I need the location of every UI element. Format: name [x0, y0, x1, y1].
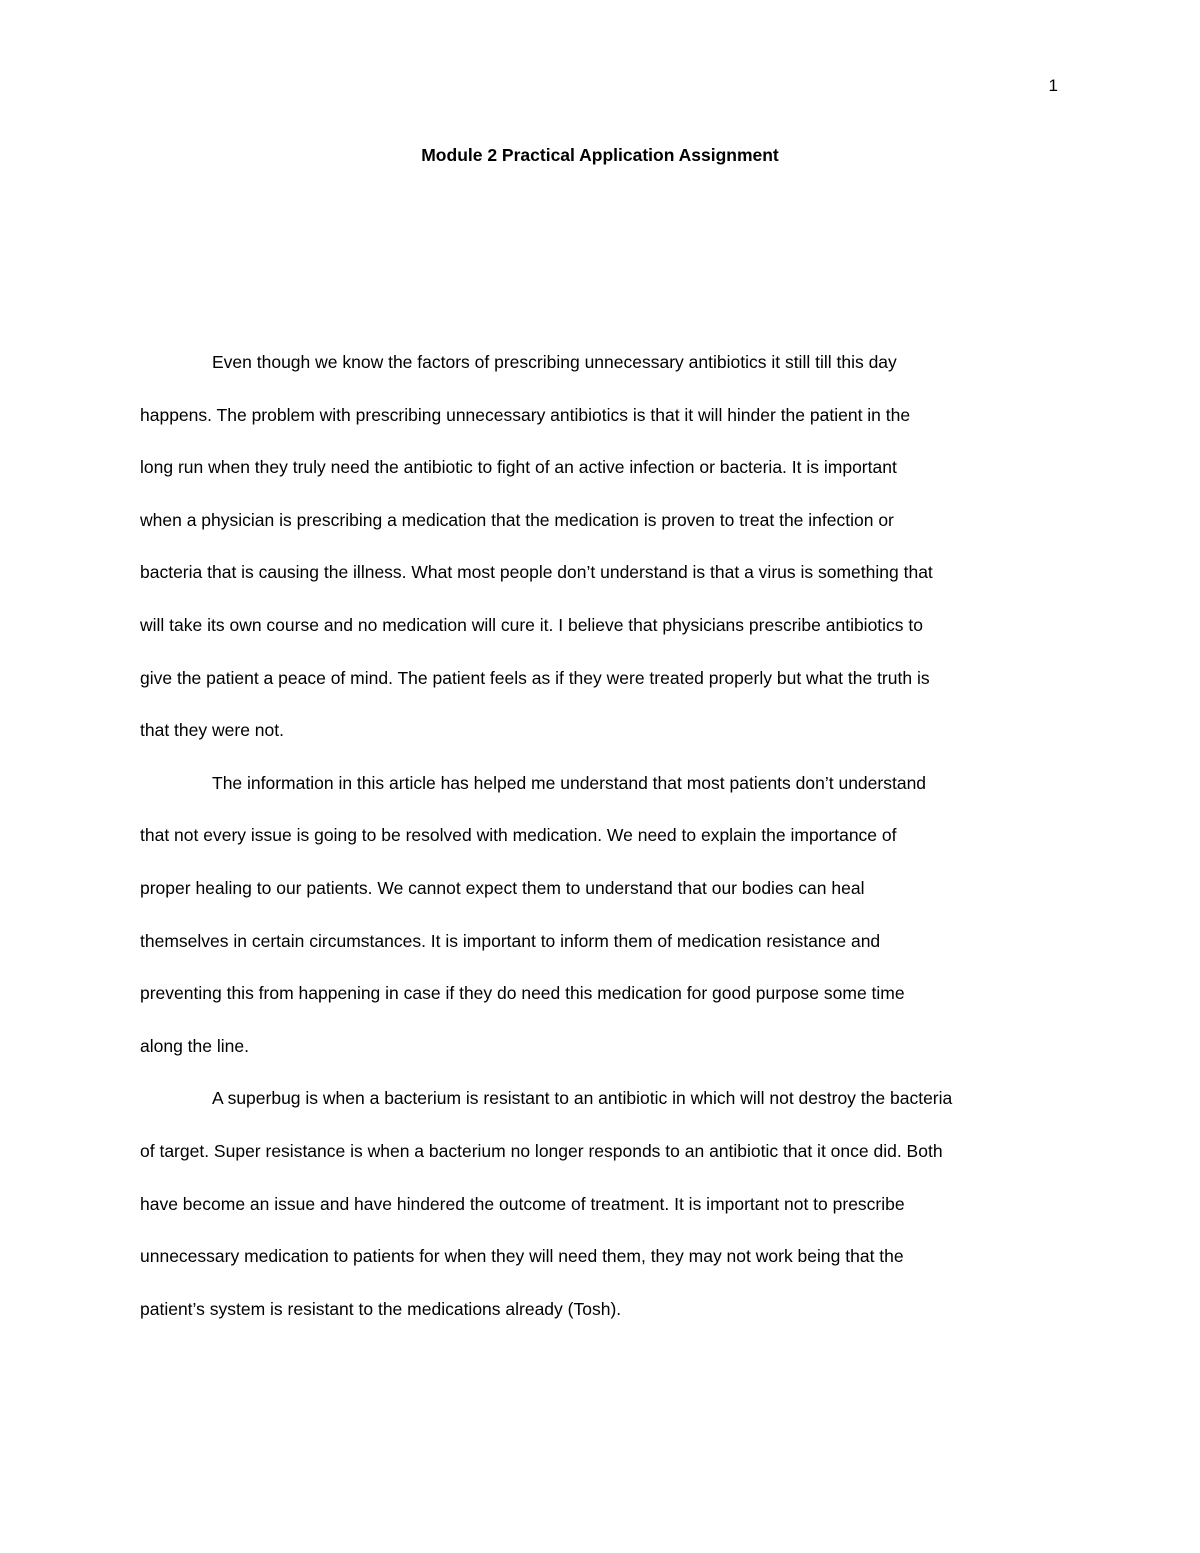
document-title: Module 2 Practical Application Assignment — [421, 145, 779, 165]
paragraph-line: along the line. — [140, 1035, 249, 1056]
paragraph-line: patient’s system is resistant to the medications already (Tosh). — [140, 1298, 622, 1319]
paragraph-line: have become an issue and have hindered the outcome of treatment. It is important not to prescribe — [140, 1193, 905, 1214]
paragraph-line: give the patient a peace of mind. The patient feels as if they were treated properly but what the truth is — [140, 667, 930, 688]
page-number: 1 — [1048, 76, 1058, 95]
paragraph-line: Even though we know the factors of prescribing unnecessary antibiotics it still till this day — [212, 352, 897, 372]
paragraph-line: of target. Super resistance is when a bacterium no longer responds to an antibiotic that it once did. Both — [140, 1140, 943, 1161]
paragraph-2 — [140, 757, 1060, 1073]
paragraph-line: themselves in certain circumstances. It is important to inform them of medication resistance and — [140, 930, 881, 951]
paragraph-line: bacteria that is causing the illness. What most people don’t understand is that a virus is something that — [140, 562, 933, 583]
paragraph-line: proper healing to our patients. We cannot expect them to understand that our bodies can heal — [140, 877, 865, 898]
document-body — [140, 336, 1060, 1335]
paragraph-line: that not every issue is going to be resolved with medication. We need to explain the importance of — [140, 825, 897, 846]
paragraph-line: The information in this article has helped me understand that most patients don’t understand — [212, 772, 927, 793]
paragraph-line: will take its own course and no medication will cure it. I believe that physicians prescribe antibiotics to — [140, 614, 924, 635]
paragraph-line: long run when they truly need the antibiotic to fight of an active infection or bacteria. It is important — [140, 457, 897, 478]
paragraph-line: happens. The problem with prescribing unnecessary antibiotics is that it will hinder the patient in the — [140, 404, 911, 425]
paragraph-line: A superbug is when a bacterium is resistant to an antibiotic in which will not destroy the bacteria — [212, 1088, 953, 1109]
paragraph-line: unnecessary medication to patients for when they will need them, they may not work being that the — [140, 1246, 904, 1267]
paragraph-line: when a physician is prescribing a medication that the medication is proven to treat the infection or — [140, 509, 894, 530]
paragraph-line: that they were not. — [140, 720, 284, 741]
paragraph-3 — [140, 1072, 1060, 1335]
paragraph-line: preventing this from happening in case if they do need this medication for good purpose some time — [140, 983, 905, 1004]
paragraph-1 — [140, 336, 1060, 757]
